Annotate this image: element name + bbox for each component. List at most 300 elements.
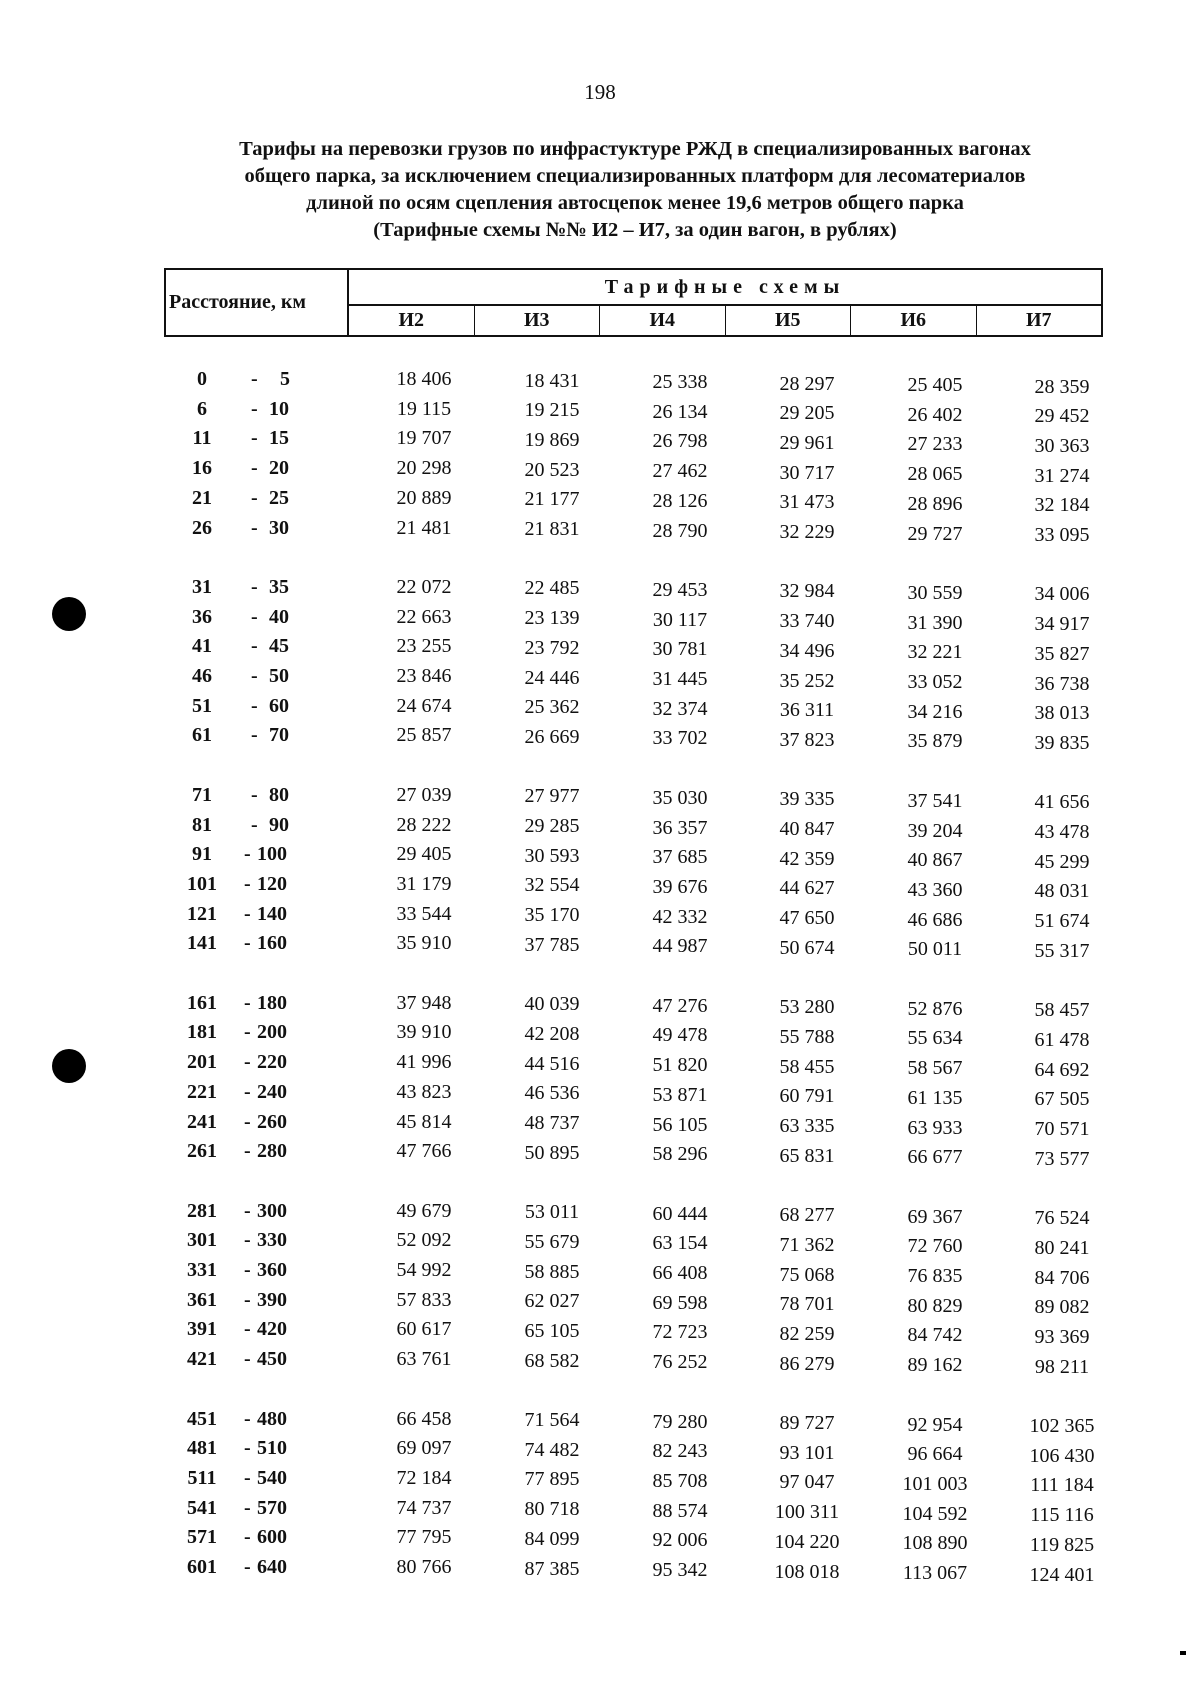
tariff-value-И5: 104 220: [774, 1530, 840, 1553]
range-dash: -: [244, 1496, 251, 1519]
distance-from: 361: [187, 1288, 217, 1311]
tariff-value-И6: 76 835: [907, 1265, 963, 1287]
tariff-value-И4: 25 338: [652, 371, 708, 393]
distance-from: 11: [192, 427, 212, 450]
tariff-value-И7: 67 505: [1034, 1088, 1090, 1111]
distance-to: 160: [257, 932, 287, 955]
tariff-value-И6: 28 896: [907, 492, 963, 515]
tariff-value-И2: 39 910: [396, 1021, 452, 1044]
tariff-value-И3: 37 785: [524, 933, 580, 956]
range-dash: -: [244, 1199, 251, 1222]
tariff-value-И6: 25 405: [907, 374, 963, 396]
table-header: [164, 268, 1103, 337]
tariff-value-И2: 80 766: [396, 1556, 452, 1578]
tariff-value-И7: 28 359: [1034, 375, 1090, 398]
tariff-value-И4: 53 871: [652, 1083, 708, 1106]
table-row: [0, 873, 1200, 901]
distance-from: 571: [187, 1526, 217, 1549]
punch-hole-mark: [52, 597, 86, 631]
tariff-value-И2: 52 092: [396, 1229, 452, 1252]
range-dash: -: [244, 1140, 251, 1163]
tariff-value-И3: 44 516: [524, 1052, 580, 1075]
tariff-value-И5: 108 018: [774, 1560, 840, 1583]
tariff-value-И5: 30 717: [779, 461, 835, 484]
tariff-value-И4: 66 408: [652, 1262, 708, 1284]
tariff-value-И7: 31 274: [1034, 464, 1090, 487]
tariff-value-И6: 40 867: [907, 849, 963, 872]
range-dash: -: [251, 813, 258, 836]
title-line: Тарифы на перевозки грузов по инфрастуктуре РЖД в специализированных вагонах: [239, 138, 1031, 160]
tariff-value-И2: 28 222: [396, 813, 452, 836]
tariff-value-И4: 58 296: [652, 1143, 708, 1166]
tariff-value-И2: 24 674: [396, 694, 452, 717]
tariff-value-И2: 43 823: [396, 1080, 452, 1103]
tariff-value-И2: 66 458: [396, 1407, 452, 1430]
range-dash: -: [244, 1229, 251, 1252]
table-row: [0, 1111, 1200, 1139]
punch-hole-mark: [52, 1049, 86, 1083]
tariff-value-И6: 30 559: [907, 581, 963, 604]
table-row: [0, 1497, 1200, 1525]
distance-from: 221: [187, 1080, 217, 1103]
tariff-value-И4: 33 702: [652, 727, 708, 750]
tariff-value-И6: 43 360: [907, 878, 963, 901]
range-dash: -: [244, 1288, 251, 1311]
tariff-value-И3: 53 011: [524, 1201, 580, 1224]
scheme-header-i4: И4: [600, 306, 726, 335]
distance-to: 280: [257, 1140, 287, 1163]
tariff-value-И3: 74 482: [524, 1438, 580, 1461]
table-row: [0, 368, 1200, 396]
range-dash: -: [244, 872, 251, 895]
table-row: [0, 1021, 1200, 1049]
distance-from: 26: [192, 516, 212, 539]
tariff-value-И3: 68 582: [524, 1349, 580, 1372]
tariff-value-И7: 30 363: [1034, 434, 1090, 457]
distance-to: 120: [257, 872, 287, 895]
tariff-value-И4: 28 790: [652, 519, 708, 542]
tariff-value-И4: 39 676: [652, 875, 708, 898]
tariff-value-И6: 37 541: [907, 789, 963, 812]
title-line: общего парка, за исключением специализированных платформ для лесоматериалов: [244, 165, 1026, 187]
tariff-value-И5: 42 359: [779, 847, 835, 870]
range-dash: -: [244, 1021, 251, 1044]
tariff-value-И5: 97 047: [779, 1471, 835, 1494]
tariff-value-И4: 29 453: [652, 578, 708, 601]
range-dash: -: [251, 605, 258, 628]
tariff-value-И7: 39 835: [1034, 731, 1090, 754]
tariff-value-И3: 40 039: [524, 993, 580, 1016]
tariff-value-И7: 34 917: [1034, 613, 1090, 636]
tariff-value-И3: 46 536: [524, 1082, 580, 1105]
distance-to: 20: [269, 457, 289, 480]
tariff-value-И3: 80 718: [524, 1498, 580, 1521]
tariff-value-И6: 35 879: [907, 730, 963, 753]
distance-to: 640: [257, 1556, 287, 1578]
tariff-value-И4: 44 987: [652, 935, 708, 958]
distance-from: 21: [192, 486, 212, 509]
distance-to: 390: [257, 1288, 287, 1311]
tariff-value-И4: 47 276: [652, 994, 708, 1017]
distance-to: 220: [257, 1051, 287, 1074]
tariff-value-И5: 35 252: [779, 669, 835, 692]
tariff-value-И5: 37 823: [779, 728, 835, 751]
tariff-value-И7: 34 006: [1034, 583, 1090, 606]
tariff-value-И6: 84 742: [907, 1324, 963, 1347]
tariff-value-И2: 47 766: [396, 1140, 452, 1163]
tariff-value-И6: 104 592: [902, 1502, 968, 1525]
distance-from: 181: [187, 1021, 217, 1044]
tariff-value-И3: 19 869: [524, 428, 580, 451]
scheme-header-i3: И3: [475, 306, 601, 335]
distance-to: 100: [257, 843, 287, 866]
table-row: [0, 398, 1200, 426]
tariff-value-И6: 39 204: [907, 819, 963, 842]
table-row: [0, 1051, 1200, 1079]
scan-mark: [1180, 1651, 1186, 1655]
tariff-value-И7: 80 241: [1034, 1236, 1090, 1259]
tariff-value-И4: 79 280: [652, 1410, 708, 1433]
table-row: [0, 1200, 1200, 1228]
distance-to: 600: [257, 1526, 287, 1549]
distance-to: 180: [257, 991, 287, 1014]
tariff-value-И5: 100 311: [774, 1501, 840, 1524]
tariff-value-И4: 32 374: [652, 697, 708, 720]
tariff-value-И7: 36 738: [1034, 672, 1090, 695]
tariff-value-И2: 63 761: [396, 1348, 452, 1371]
distance-to: 140: [257, 902, 287, 925]
tariff-value-И3: 58 885: [524, 1260, 580, 1283]
tariff-value-И6: 92 954: [907, 1413, 963, 1436]
distance-from: 541: [187, 1496, 217, 1519]
tariff-value-И3: 87 385: [524, 1557, 580, 1580]
tariff-value-И2: 18 406: [396, 368, 452, 390]
table-row: [0, 695, 1200, 723]
distance-to: 60: [269, 694, 289, 717]
table-row: [0, 665, 1200, 693]
tariff-value-И3: 55 679: [524, 1230, 580, 1253]
range-dash: -: [244, 1437, 251, 1460]
tariff-value-И4: 49 478: [652, 1024, 708, 1047]
scheme-header-i7: И7: [1025, 309, 1052, 331]
distance-to: 45: [269, 635, 289, 658]
tariff-value-И5: 29 961: [779, 431, 835, 454]
table-row: [0, 1081, 1200, 1109]
tariff-value-И2: 31 179: [396, 872, 452, 895]
tariff-value-И3: 25 362: [524, 696, 580, 719]
tariff-value-И5: 78 701: [779, 1293, 835, 1316]
tariff-value-И6: 50 011: [907, 938, 963, 961]
tariff-value-И7: 98 211: [1034, 1355, 1090, 1378]
tariff-value-И3: 32 554: [524, 874, 580, 897]
tariff-value-И7: 106 430: [1029, 1444, 1095, 1467]
range-dash: -: [251, 665, 258, 687]
tariff-value-И4: 42 332: [652, 905, 708, 928]
tariff-value-И5: 29 205: [779, 402, 835, 425]
table-row: [0, 932, 1200, 960]
tariff-value-И3: 62 027: [524, 1290, 580, 1313]
distance-from: 451: [187, 1407, 217, 1430]
tariff-value-И7: 45 299: [1034, 850, 1090, 873]
tariff-value-И7: 32 184: [1034, 494, 1090, 517]
tariff-value-И3: 27 977: [524, 785, 580, 808]
tariff-value-И5: 86 279: [779, 1352, 835, 1375]
page-number: 198: [584, 80, 616, 104]
tariff-value-И3: 71 564: [524, 1409, 580, 1431]
table-row: [0, 457, 1200, 485]
range-dash: -: [251, 724, 258, 747]
range-dash: -: [244, 1318, 251, 1341]
distance-from: 141: [187, 932, 217, 955]
tariff-value-И7: 43 478: [1034, 821, 1090, 843]
distance-to: 25: [269, 486, 289, 509]
tariff-value-И7: 48 031: [1034, 880, 1090, 903]
tariff-value-И2: 29 405: [396, 843, 452, 866]
table-row: [0, 1140, 1200, 1168]
tariff-value-И7: 64 692: [1034, 1058, 1090, 1081]
tariff-value-И2: 41 996: [396, 1051, 452, 1074]
range-dash: -: [251, 486, 258, 509]
range-dash: -: [244, 1259, 251, 1281]
distance-from: 121: [187, 902, 217, 925]
tariff-value-И3: 29 285: [524, 815, 580, 837]
range-dash: -: [251, 427, 258, 450]
tariff-value-И3: 21 831: [524, 518, 580, 540]
tariff-value-И6: 46 686: [907, 908, 963, 931]
tariff-value-И2: 45 814: [396, 1110, 452, 1133]
tariff-value-И5: 32 984: [779, 580, 835, 603]
table-row: [0, 814, 1200, 842]
tariff-value-И7: 55 317: [1034, 939, 1090, 962]
tariff-value-И2: 35 910: [396, 932, 452, 955]
tariff-value-И5: 68 277: [779, 1204, 835, 1227]
tariff-value-И2: 60 617: [396, 1318, 452, 1341]
table-row: [0, 1289, 1200, 1317]
tariff-value-И2: 54 992: [396, 1259, 452, 1281]
tariff-value-И3: 20 523: [524, 458, 580, 481]
distance-to: 450: [257, 1348, 287, 1371]
table-row: [0, 1526, 1200, 1554]
distance-from: 41: [192, 635, 212, 658]
tariff-value-И6: 108 890: [902, 1532, 968, 1555]
tariff-value-И5: 44 627: [779, 877, 835, 900]
distance-to: 330: [257, 1229, 287, 1252]
distance-to: 70: [269, 724, 289, 747]
scheme-header-i6: И6: [851, 306, 977, 335]
table-row: [0, 576, 1200, 604]
tariff-value-И6: 28 065: [907, 463, 963, 486]
tariff-value-И6: 96 664: [907, 1443, 963, 1466]
distance-from: 301: [187, 1229, 217, 1252]
distance-from: 0: [197, 368, 207, 390]
scheme-header-i5: И5: [726, 306, 852, 335]
distance-to: 480: [257, 1407, 287, 1430]
tariff-value-И3: 35 170: [524, 904, 580, 927]
table-row: [0, 635, 1200, 663]
table-row: [0, 1408, 1200, 1436]
tariff-value-И2: 72 184: [396, 1466, 452, 1489]
range-dash: -: [251, 783, 258, 806]
range-dash: -: [251, 397, 258, 420]
distance-from: 51: [192, 694, 212, 717]
range-dash: -: [251, 368, 258, 390]
tariff-value-И5: 89 727: [779, 1412, 835, 1434]
distance-to: 510: [257, 1437, 287, 1460]
tariff-value-И3: 48 737: [524, 1112, 580, 1134]
tariff-value-И4: 37 685: [652, 846, 708, 869]
tariff-value-И4: 51 820: [652, 1054, 708, 1077]
tariff-value-И3: 30 593: [524, 844, 580, 867]
distance-to: 420: [257, 1318, 287, 1341]
range-dash: -: [251, 457, 258, 480]
table-row: [0, 1318, 1200, 1346]
tariff-value-И4: 56 105: [652, 1113, 708, 1136]
tariff-value-И3: 23 792: [524, 636, 580, 659]
tariff-value-И7: 102 365: [1029, 1415, 1095, 1437]
tariff-value-И7: 38 013: [1034, 702, 1090, 725]
tariff-value-И4: 27 462: [652, 460, 708, 483]
distance-to: 260: [257, 1110, 287, 1133]
distance-to: 90: [269, 813, 289, 836]
distance-to: 200: [257, 1021, 287, 1044]
tariff-value-И4: 85 708: [652, 1469, 708, 1492]
range-dash: -: [244, 1348, 251, 1371]
tariff-value-И2: 19 707: [396, 427, 452, 450]
distance-from: 201: [187, 1051, 217, 1074]
tariff-value-И2: 19 115: [396, 397, 452, 420]
distance-from: 81: [192, 813, 212, 836]
scheme-headers: [349, 306, 1101, 335]
tariff-value-И6: 34 216: [907, 700, 963, 723]
tariff-value-И4: 72 723: [652, 1321, 708, 1344]
distance-from: 281: [187, 1199, 217, 1222]
tariff-value-И5: 47 650: [779, 907, 835, 930]
distance-to: 570: [257, 1496, 287, 1519]
tariff-value-И6: 61 135: [907, 1086, 963, 1109]
range-dash: -: [251, 575, 258, 598]
distance-from: 101: [187, 872, 217, 895]
tariff-value-И7: 89 082: [1034, 1296, 1090, 1319]
tariff-value-И3: 21 177: [524, 488, 580, 511]
tariff-value-И6: 33 052: [907, 671, 963, 693]
distance-to: 360: [257, 1259, 287, 1281]
range-dash: -: [251, 635, 258, 658]
tariff-value-И6: 113 067: [902, 1562, 968, 1584]
distance-to: 300: [257, 1199, 287, 1222]
tariff-value-И2: 22 663: [396, 605, 452, 628]
tariff-value-И7: 84 706: [1034, 1266, 1090, 1289]
tariff-value-И7: 111 184: [1030, 1474, 1094, 1497]
document-title: [150, 136, 1120, 244]
tariff-value-И4: 69 598: [652, 1291, 708, 1314]
tariff-value-И6: 31 390: [907, 611, 963, 634]
tariff-value-И4: 76 252: [652, 1351, 708, 1374]
tariff-value-И3: 77 895: [524, 1468, 580, 1491]
range-dash: -: [244, 991, 251, 1014]
tariff-value-И5: 93 101: [779, 1441, 835, 1464]
table-row: [0, 724, 1200, 752]
tariff-value-И5: 63 335: [779, 1115, 835, 1137]
range-dash: -: [244, 1051, 251, 1074]
tariff-value-И2: 22 072: [396, 575, 452, 598]
tariff-value-И7: 76 524: [1034, 1207, 1090, 1230]
range-dash: -: [244, 1466, 251, 1489]
range-dash: -: [244, 932, 251, 955]
distance-to: 540: [257, 1466, 287, 1489]
tariff-value-И5: 71 362: [779, 1233, 835, 1256]
tariff-value-И4: 30 117: [652, 608, 708, 631]
tariff-value-И7: 33 095: [1034, 524, 1090, 546]
tariff-value-И6: 26 402: [907, 403, 963, 426]
tariff-value-И5: 53 280: [779, 996, 835, 1019]
tariff-value-И6: 32 221: [907, 641, 963, 664]
distance-to: 35: [269, 575, 289, 598]
tariff-value-И5: 34 496: [779, 639, 835, 662]
tariff-value-И2: 37 948: [396, 991, 452, 1014]
tariff-value-И5: 55 788: [779, 1025, 835, 1048]
tariff-value-И4: 28 126: [652, 489, 708, 512]
tariff-value-И3: 19 215: [524, 399, 580, 422]
tariff-value-И4: 31 445: [652, 668, 708, 690]
title-line: длиной по осям сцепления автосцепок менее 19,6 метров общего парка: [306, 192, 964, 214]
tariff-value-И5: 33 740: [779, 610, 835, 633]
tariff-value-И3: 42 208: [524, 1022, 580, 1045]
range-dash: -: [251, 694, 258, 717]
tariff-value-И2: 20 889: [396, 486, 452, 509]
table-row: [0, 606, 1200, 634]
title-line: (Тарифные схемы №№ И2 – И7, за один вагон, в рублях): [373, 219, 897, 241]
tariff-value-И2: 23 255: [396, 635, 452, 658]
tariff-value-И7: 73 577: [1034, 1147, 1090, 1170]
tariff-value-И2: 25 857: [396, 724, 452, 747]
tariff-value-И3: 50 895: [524, 1141, 580, 1164]
tariff-value-И4: 60 444: [652, 1202, 708, 1225]
tariff-value-И6: 80 829: [907, 1294, 963, 1317]
table-row: [0, 992, 1200, 1020]
table-row: [0, 517, 1200, 545]
tariff-value-И7: 29 452: [1034, 405, 1090, 428]
tariff-value-И6: 66 677: [907, 1146, 963, 1169]
table-row: [0, 1467, 1200, 1495]
tariff-value-И5: 39 335: [779, 788, 835, 811]
distance-from: 36: [192, 605, 212, 628]
tariff-value-И7: 124 401: [1029, 1563, 1095, 1586]
tariff-value-И6: 69 367: [907, 1205, 963, 1228]
range-dash: -: [244, 1526, 251, 1549]
range-dash: -: [251, 516, 258, 539]
tariff-value-И7: 35 827: [1034, 642, 1090, 665]
tariff-value-И6: 72 760: [907, 1235, 963, 1258]
tariff-value-И7: 70 571: [1034, 1118, 1090, 1140]
tariff-value-И4: 35 030: [652, 786, 708, 809]
tariff-value-И4: 95 342: [652, 1559, 708, 1581]
distance-from: 91: [192, 843, 212, 866]
distance-column-header: Расстояние, км: [166, 270, 349, 335]
distance-from: 71: [192, 783, 212, 806]
tariff-value-И2: 27 039: [396, 783, 452, 806]
distance-from: 61: [192, 724, 212, 747]
range-dash: -: [244, 1080, 251, 1103]
tariff-value-И5: 58 455: [779, 1055, 835, 1078]
tariff-value-И4: 88 574: [652, 1499, 708, 1522]
table-row: [0, 903, 1200, 931]
tariff-value-И4: 82 243: [652, 1440, 708, 1463]
tariff-value-И3: 22 485: [524, 577, 580, 600]
tariff-value-И6: 101 003: [902, 1472, 968, 1495]
distance-from: 46: [192, 665, 212, 687]
table-row: [0, 427, 1200, 455]
tariff-value-И4: 92 006: [652, 1529, 708, 1552]
